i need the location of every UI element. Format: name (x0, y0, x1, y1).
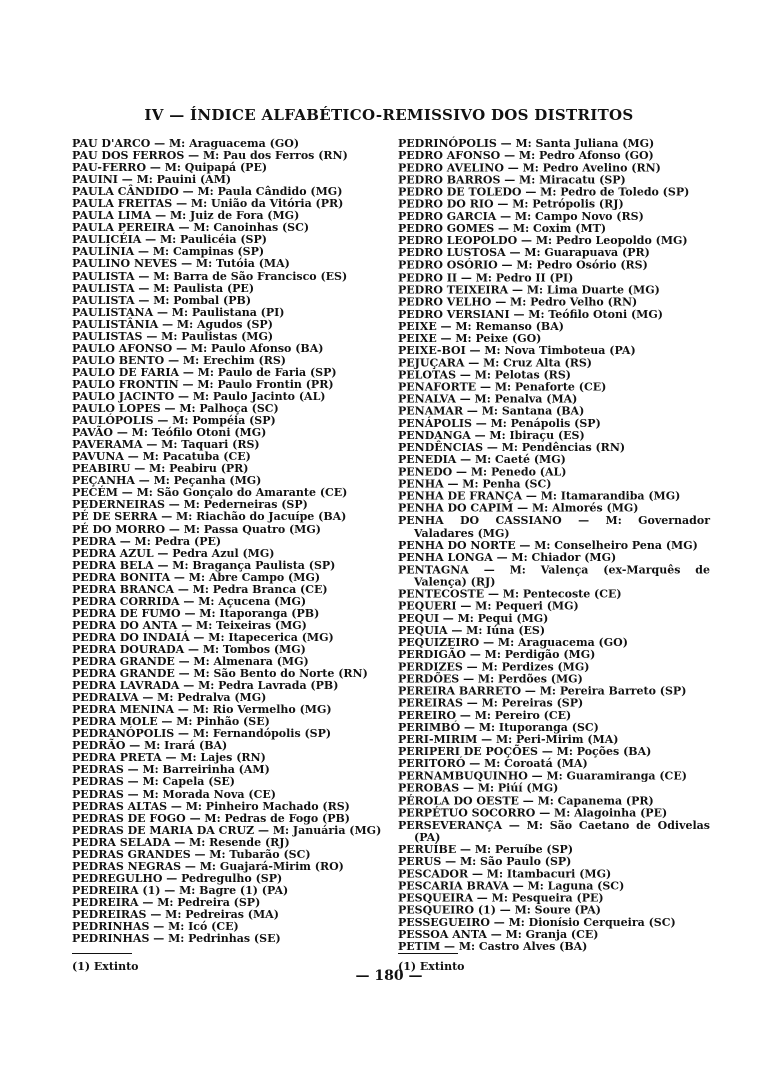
index-entry: PAU D'ARCO — M: Araguacema (GO) (72, 137, 300, 150)
index-entry: PERIPERI DE POÇÕES — M: Poções (BA) (398, 745, 652, 759)
index-entry: PAULISTANA — M: Paulistana (PI) (72, 305, 285, 319)
index-entry: PEDRAS ALTAS — M: Pinheiro Machado (RS) (72, 799, 350, 813)
index-entry: PEDRA MENINA — M: Rio Vermelho (MG) (72, 703, 332, 717)
index-entry: PEDRO GARCIA — M: Campo Novo (RS) (398, 209, 644, 224)
index-entry: PENHA DO CAPIM — M: Almorés (MG) (398, 502, 639, 516)
index-entry: PEDRO DO RIO — M: Petrópolis (RJ) (398, 197, 624, 211)
index-entry: PAVUNA — M: Pacatuba (CE) (72, 450, 251, 464)
index-entry: PEDRÃO — M: Irará (BA) (72, 739, 228, 753)
index-entry: PEDRA DE FUMO — M: Itaporanga (PB) (72, 606, 320, 620)
index-entry: PAULINO NEVES — M: Tutóia (MA) (72, 257, 290, 271)
index-entry: PERPÉTUO SOCORRO — M: Alagoinha (PE) (398, 806, 668, 820)
index-entry: PEÇANHA — M: Peçanha (MG) (72, 474, 262, 488)
index-entry: PENDÊNCIAS — M: Pendências (RN) (398, 441, 626, 455)
index-entry: PEDRA BRANCA — M: Pedra Branca (CE) (72, 582, 328, 596)
index-entry: PENHA LONGA — M: Chiador (MG) (398, 550, 617, 564)
index-entry: PESCADOR — M: Itambacuri (MG) (398, 867, 612, 881)
index-entry: PEDRO GOMES — M: Coxim (MT) (398, 222, 607, 236)
index-entry: PEDRO OSÓRIO — M: Pedro Osório (RS) (398, 258, 648, 272)
index-entry: PEDRINÓPOLIS — M: Santa Juliana (MG) (398, 136, 655, 151)
index-entry: PAU DOS FERROS — M: Pau dos Ferros (RN) (72, 149, 348, 163)
index-entry: PERDÕES — M: Perdões (MG) (398, 672, 583, 686)
index-entry: PENTECOSTE — M: Pentecoste (CE) (398, 587, 622, 601)
index-entry: PEDRA BONITA — M: Abre Campo (MG) (72, 570, 321, 584)
index-entry: PENHA DE FRANÇA — M: Itamarandiba (MG) (398, 489, 681, 503)
index-entry: PENALVA — M: Penalva (MA) (398, 392, 578, 406)
index-entry: PEREIRAS — M: Pereiras (SP) (398, 696, 584, 710)
index-entry: PEDRA PRETA — M: Lajes (RN) (72, 751, 266, 765)
left-column (72, 138, 384, 973)
index-entry: PEDRO VELHO — M: Pedro Velho (RN) (398, 295, 638, 309)
index-entry: PÉ DE SERRA — M: Riachão do Jacuípe (BA) (72, 510, 347, 524)
index-entry: PAULO FRONTIN — M: Paulo Frontin (PR) (72, 377, 334, 391)
index-entry: PENÁPOLIS — M: Penápolis (SP) (398, 416, 601, 430)
index-entry: PEREIRO — M: Pereiro (CE) (398, 708, 572, 722)
index-entry: PEDREIRA — M: Pedreira (SP) (72, 895, 261, 909)
index-entry: PEDRAS — M: Barreirinha (AM) (72, 763, 270, 777)
left-entry-list (72, 138, 384, 945)
index-entry: PEDRA GRANDE — M: Almenara (MG) (72, 655, 309, 669)
index-entry: PEQUI — M: Pequi (MG) (398, 611, 549, 625)
index-entry: PEDRA DO ANTA — M: Teixeiras (MG) (72, 618, 307, 632)
index-entry: PEDRA SELADA — M: Resende (RJ) (72, 835, 290, 849)
index-entry: PEDRA GRANDE — M: São Bento do Norte (RN) (72, 667, 368, 681)
index-entry: PEDRO BARROS — M: Miracatu (SP) (398, 173, 626, 187)
footnote-rule-left (72, 953, 132, 954)
index-entry: PAULISTAS — M: Paulistas (MG) (72, 329, 274, 343)
index-entry: PAULISTÂNIA — M: Agudos (SP) (72, 317, 273, 331)
index-entry: PEDRA — M: Pedra (PE) (72, 534, 222, 548)
index-entry: PERUÍBE — M: Peruíbe (SP) (398, 842, 574, 856)
index-entry: PAULA CÂNDIDO — M: Paula Cândido (MG) (72, 185, 343, 199)
index-entry: PAULISTA — M: Pombal (PB) (72, 293, 252, 307)
index-entry: PESCARIA BRAVA — M: Laguna (SC) (398, 879, 625, 893)
index-entry: PEIXE — M: Peixe (GO) (398, 331, 542, 345)
index-entry: PEABIRU — M: Peabiru (PR) (72, 462, 249, 476)
index-entry: PEROBAS — M: Piúí (MG) (398, 781, 559, 795)
index-entry: PAULA PEREIRA — M: Canoinhas (SC) (72, 221, 310, 235)
index-entry: PEDRO DE TOLEDO — M: Pedro de Toledo (SP) (398, 185, 690, 199)
index-entry: PEQUIZEIRO — M: Araguacema (GO) (398, 635, 628, 649)
index-entry: PEDRO AVELINO — M: Pedro Avelino (RN) (398, 161, 661, 175)
index-entry: PEDRA MOLE — M: Pinhão (SE) (72, 715, 270, 729)
index-entry: PAVÃO — M: Teófilo Otoni (MG) (72, 426, 267, 440)
index-entry: PENTAGNA — M: Valença (ex-Marquês de Valença) (RJ) (398, 562, 710, 589)
index-entry: PEDRO VERSIANI — M: Teófilo Otoni (MG) (398, 307, 663, 321)
footnote-right: (1) Extinto (398, 960, 465, 974)
index-entry: PESQUEIRO (1) — M: Soure (PA) (398, 903, 601, 917)
index-entry: PAULA FREITAS — M: União da Vitória (PR) (72, 197, 344, 211)
index-entry: PENAMAR — M: Santana (BA) (398, 404, 585, 418)
index-entry: PEDRA CORRIDA — M: Açucena (MG) (72, 594, 307, 608)
index-entry: PEDRA BELA — M: Bragança Paulista (SP) (72, 558, 336, 572)
index-entry: PAULO DE FARIA — M: Paulo de Faria (SP) (72, 365, 337, 379)
index-entry: PAULÓPOLIS — M: Pompéia (SP) (72, 414, 276, 428)
index-entry: PEDRAS GRANDES — M: Tubarão (SC) (72, 847, 311, 861)
index-entry: PEDRAS DE FOGO — M: Pedras de Fogo (PB) (72, 811, 351, 825)
footnote-left: (1) Extinto (72, 960, 139, 974)
index-entry: PENHA — M: Penha (SC) (398, 477, 552, 491)
index-entry: PENAFORTE — M: Penaforte (CE) (398, 380, 607, 394)
index-entry: PEDRA DOURADA — M: Tombos (MG) (72, 642, 306, 656)
index-entry: PEDRA DO INDAIÁ — M: Itapecerica (MG) (72, 630, 334, 644)
index-entry: PAULO JACINTO — M: Paulo Jacinto (AL) (72, 389, 326, 403)
index-entry: PEDRANÓPOLIS — M: Fernandópolis (SP) (72, 727, 332, 741)
index-entry: PERI-MIRIM — M: Peri-Mirim (MA) (398, 733, 619, 747)
index-entry: PAULÍNIA — M: Campinas (SP) (72, 245, 265, 259)
index-entry: PENHA DO NORTE — M: Conselheiro Pena (MG) (398, 538, 698, 552)
index-entry: PELOTAS — M: Pelotas (RS) (398, 368, 571, 382)
index-entry: PERNAMBUQUINHO — M: Guaramiranga (CE) (398, 769, 687, 783)
index-entry: PAULA LIMA — M: Juiz de Fora (MG) (72, 209, 300, 223)
index-entry: PENEDO — M: Penedo (AL) (398, 465, 567, 479)
index-entry: PÉ DO MORRO — M: Passa Quatro (MG) (72, 522, 321, 536)
index-entry: PEIXE-BOI — M: Nova Timboteua (PA) (398, 343, 636, 357)
index-entry: PEDRO TEIXEIRA — M: Lima Duarte (MG) (398, 282, 660, 297)
right-entry-list (398, 138, 710, 953)
index-entry: PAULO AFONSO — M: Paulo Afonso (BA) (72, 341, 324, 355)
index-entry: PERDIZES — M: Perdizes (MG) (398, 660, 590, 674)
right-column (398, 138, 710, 973)
index-entry: PAULISTA — M: Barra de São Francisco (ES) (72, 269, 348, 283)
page-number: — 180 — (355, 968, 423, 984)
index-entry: PEDREGULHO — Pedregulho (SP) (72, 871, 283, 885)
index-entry: PEDRAS NEGRAS — M: Guajará-Mirim (RO) (72, 859, 344, 873)
index-entry: PECÉM — M: São Gonçalo do Amarante (CE) (72, 486, 348, 500)
page-title: IV — ÍNDICE ALFABÉTICO-REMISSIVO DOS DISTRITOS (144, 106, 634, 124)
index-entry: PAVERAMA — M: Taquari (RS) (72, 438, 260, 452)
index-entry: PAULISTA — M: Paulista (PE) (72, 281, 255, 295)
index-entry: PERSEVERANÇA — M: São Caetano de Odivelas (PA) (398, 818, 710, 844)
index-entry: PEDRINHAS — M: Pedrinhas (SE) (72, 932, 281, 946)
index-entry: PERIMBÓ — M: Ituporanga (SC) (398, 721, 599, 735)
index-entry: PEDRINHAS — M: Icó (CE) (72, 920, 239, 934)
index-entry: PEDRAS — M: Morada Nova (CE) (72, 787, 276, 801)
index-entry: PEDRO II — M: Pedro II (PI) (398, 270, 574, 284)
index-entry: PESSEGUEIRO — M: Dionísio Cerqueira (SC) (398, 915, 676, 929)
index-entry: PAULO BENTO — M: Erechim (RS) (72, 353, 286, 367)
index-entry: PEDRO AFONSO — M: Pedro Afonso (GO) (398, 149, 654, 163)
index-entry: PENDANGA — M: Ibiraçu (ES) (398, 429, 585, 443)
index-entry: PEDREIRAS — M: Pedreiras (MA) (72, 908, 279, 921)
index-entry: PEDREIRA (1) — M: Bagre (1) (PA) (72, 883, 289, 897)
footnote-rule-right (398, 953, 458, 954)
index-entry: PAULO LOPES — M: Palhoça (SC) (72, 402, 279, 416)
index-entry: PEIXE — M: Remanso (BA) (398, 319, 564, 333)
index-entry: PEREIRA BARRETO — M: Pereira Barreto (SP) (398, 684, 687, 698)
index-entry: PEQUIA — M: Iúna (ES) (398, 623, 546, 637)
index-entry: PESSOA ANTA — M: Granja (CE) (398, 927, 599, 941)
index-entry: PETIM — M: Castro Alves (BA) (398, 940, 588, 954)
index-entry: PENHA DO CASSIANO — M: Governador Valadares (MG) (398, 514, 710, 540)
index-entry: PEDRALVA — M: Pedralva (MG) (72, 691, 267, 705)
index-entry: PEDRO LEOPOLDO — M: Pedro Leopoldo (MG) (398, 234, 688, 248)
index-entry: PÉROLA DO OESTE — M: Capanema (PR) (398, 794, 654, 808)
index-entry: PEDRO LUSTOSA — M: Guarapuava (PR) (398, 246, 650, 260)
index-entry: PEQUERI — M: Pequeri (MG) (398, 599, 579, 613)
index-entry: PERITORÓ — M: Coroatá (MA) (398, 757, 588, 771)
index-entry: PEDRA LAVRADA — M: Pedra Lavrada (PB) (72, 679, 339, 693)
index-entry: PEJUÇARA — M: Cruz Alta (RS) (398, 356, 593, 370)
index-entry: PESQUEIRA — M: Pesqueira (PE) (398, 891, 604, 905)
index-entry: PEDRAS DE MARIA DA CRUZ — M: Januária (MG) (72, 823, 382, 837)
index-entry: PERUS — M: São Paulo (SP) (398, 854, 572, 868)
index-entry: PEDRA AZUL — Pedra Azul (MG) (72, 546, 275, 560)
index-entry: PERDIGÃO — M: Perdigão (MG) (398, 648, 596, 662)
index-entry: PAU-FERRO — M: Quipapá (PE) (72, 161, 268, 175)
index-entry: PAULICÉIA — M: Paulicéia (SP) (72, 233, 267, 247)
index-entry: PAUINI — M: Pauini (AM) (72, 173, 232, 187)
index-entry: PEDRAS — M: Capela (SE) (72, 775, 235, 789)
index-entry: PENEDIA — M: Caeté (MG) (398, 453, 566, 467)
index-entry: PEDERNEIRAS — M: Pederneiras (SP) (72, 498, 308, 512)
